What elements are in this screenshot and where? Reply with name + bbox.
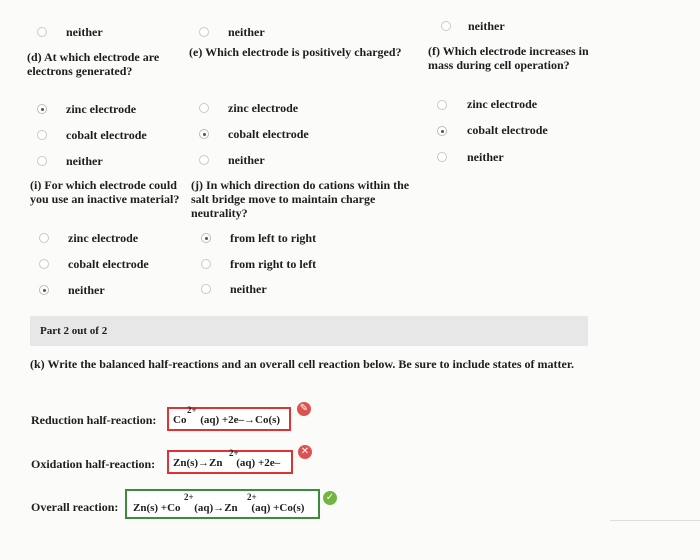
option-label: cobalt electrode	[66, 128, 147, 142]
option-label: neither	[228, 153, 265, 167]
radio-f-neither[interactable]	[437, 152, 447, 162]
radio-j-right-to-left[interactable]	[201, 259, 211, 269]
radio-e-zinc[interactable]	[199, 103, 209, 113]
radio-top-3[interactable]	[441, 21, 451, 31]
incorrect-icon: ✕	[298, 445, 312, 459]
option-label: neither	[68, 283, 105, 297]
question-k: (k) Write the balanced half-reactions and an overall cell reaction below. Be sure to include states of matter.	[30, 357, 575, 371]
option-label: zinc electrode	[68, 231, 139, 245]
overall-label: Overall reaction:	[31, 500, 119, 514]
option-label: neither	[468, 19, 505, 33]
option-label: zinc electrode	[467, 97, 538, 111]
question-f: (f) Which electrode increases in mass during cell operation?	[428, 44, 589, 72]
status-pending-icon: ✎	[297, 402, 311, 416]
option-label: cobalt electrode	[68, 257, 149, 271]
charge-superscript: 2+	[229, 448, 239, 458]
reduction-label: Reduction half-reaction:	[31, 413, 157, 427]
option-label: zinc electrode	[228, 101, 299, 115]
option-label: zinc electrode	[66, 102, 137, 116]
option-label: neither	[66, 25, 103, 39]
option-label: from left to right	[230, 231, 317, 245]
option-label: cobalt electrode	[228, 127, 309, 141]
oxidation-label: Oxidation half-reaction:	[31, 457, 156, 471]
radio-i-neither[interactable]	[39, 285, 49, 295]
part-title: Part 2 out of 2	[40, 325, 108, 337]
charge-superscript: 2+	[187, 405, 197, 415]
question-d: (d) At which electrode are electrons generated?	[27, 50, 160, 78]
radio-j-left-to-right[interactable]	[201, 233, 211, 243]
option-label: neither	[228, 25, 265, 39]
divider	[610, 520, 700, 521]
option-label: from right to left	[230, 257, 317, 271]
radio-e-neither[interactable]	[199, 155, 209, 165]
radio-d-cobalt[interactable]	[37, 130, 47, 140]
radio-i-zinc[interactable]	[39, 233, 49, 243]
reduction-input[interactable]	[167, 407, 291, 431]
option-label: neither	[66, 154, 103, 168]
option-label: neither	[467, 150, 504, 164]
overall-text: Zn(s) +Co (aq)→Zn (aq) +Co(s)	[133, 502, 305, 514]
charge-superscript: 2+	[247, 492, 257, 502]
radio-d-zinc[interactable]	[37, 104, 47, 114]
option-label: neither	[230, 282, 267, 296]
radio-top-2[interactable]	[199, 27, 209, 37]
radio-e-cobalt[interactable]	[199, 129, 209, 139]
reduction-text: Co (aq) +2e–→Co(s)	[173, 414, 281, 426]
radio-f-cobalt[interactable]	[437, 126, 447, 136]
option-label: cobalt electrode	[467, 123, 548, 137]
oxidation-input[interactable]	[167, 450, 293, 474]
overall-input[interactable]	[125, 489, 320, 519]
question-i: (i) For which electrode could you use an inactive material?	[30, 178, 180, 206]
oxidation-text: Zn(s)→Zn (aq) +2e–	[173, 457, 281, 469]
radio-j-neither[interactable]	[201, 284, 211, 294]
radio-f-zinc[interactable]	[437, 100, 447, 110]
radio-i-cobalt[interactable]	[39, 259, 49, 269]
charge-superscript: 2+	[184, 492, 194, 502]
radio-d-neither[interactable]	[37, 156, 47, 166]
question-j: (j) In which direction do cations within the salt bridge move to maintain charge neutrality?	[191, 178, 410, 220]
correct-icon: ✓	[323, 491, 337, 505]
radio-top-1[interactable]	[37, 27, 47, 37]
question-e: (e) Which electrode is positively charged?	[189, 45, 402, 59]
part-header	[30, 316, 588, 346]
